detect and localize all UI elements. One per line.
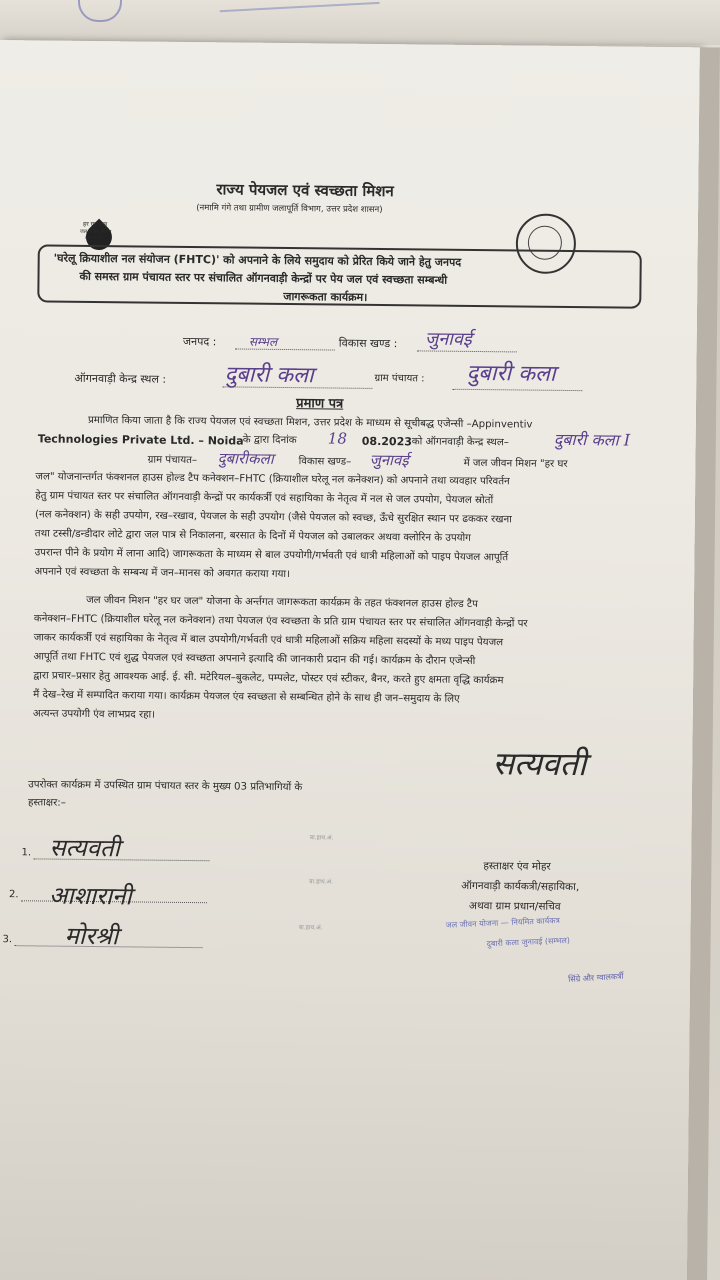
para2-line4: आपूर्ति तथा FHTC एवं शुद्ध पेयजल एवं स्वच्छता अपनाने इत्यादि की जानकारी प्रदान की गई। कार्यक्रम के दौरान एजेन्सी xyxy=(33,651,476,668)
participant-1-signature: सत्यवती xyxy=(49,833,121,863)
para1-centre-label: को ऑगनवाड़ी केन्द्र स्थल– xyxy=(411,436,509,449)
district-label: जनपद : xyxy=(182,334,217,349)
panchayat-value: दुबारी कला xyxy=(466,360,556,387)
panchayat-label: ग्राम पंचायत : xyxy=(374,372,425,385)
officer-signature: सत्यवती xyxy=(492,744,587,784)
certificate-heading: प्रमाण पत्र xyxy=(296,396,344,412)
para1-line7: तथा टस्सी/डन्डीदार लोटे द्वारा जल पात्र से निकालना, बरसात के दिनों में पेयजल को उबालकर अथवा क्लोरिन के उपयोग xyxy=(34,528,472,544)
centre-label: ऑगनवाड़ी केन्द्र स्थल : xyxy=(74,371,167,386)
para1-panchayat-handwritten: दुबारीकला xyxy=(217,449,274,468)
participant-2-thumb-hint: बा.हाथ.अं. xyxy=(309,878,334,886)
para2-line1: जल जीवन मिशन "हर घर जल" योजना के अर्न्तगत जागरूकता कार्यक्रम के तहत फंक्शनल हाउस होल्ड टैप xyxy=(86,594,478,611)
para1-block-label: विकास खण्ड– xyxy=(298,456,352,468)
participant-3-thumb-hint: बा.हाथ.अं. xyxy=(298,924,323,932)
program-line-2: की समस्त ग्राम पंचायत स्तर पर संचालित ऑगनवाड़ी केन्द्रों पर पेय जल एवं स्वच्छता सम्बन्धी xyxy=(79,269,448,287)
document-sheet xyxy=(0,40,700,1280)
para1-line4: जल" योजनान्तर्गत फंक्शनल हाउस होल्ड टैप कनेक्शन–FHTC (क्रियाशील घरेलू नल कनेक्शन) को अपनाने तथा व्यवहार परिवर्तन xyxy=(35,471,510,488)
program-line-1: 'घरेलू क्रियाशील नल संयोजन (FHTC)' को अपनाने के लिये समुदाय को प्रेरित किये जाने हेतु जनपद xyxy=(53,251,462,269)
district-value: सम्भल xyxy=(248,334,278,349)
para1-line8: उपरान्त पीने के प्रयोग में लाना आदि) जागरूकता के माध्यम से बाल उपयोगी/गर्भवती एवं धात्री महिलाओं को पाइप पेयजल आपूर्ति xyxy=(34,547,509,564)
page-subtitle: (नमामि गंगे तथा ग्रामीण जलापूर्ति विभाग, उत्तर प्रदेश शासन) xyxy=(196,203,383,216)
participant-1-number: 1. xyxy=(21,847,32,859)
participant-3-number: 3. xyxy=(2,934,13,946)
background-paper xyxy=(0,0,720,45)
officer-role-line1: ऑगनवाड़ी कार्यकत्री/सहायिका, xyxy=(461,879,580,894)
page-title: राज्य पेयजल एवं स्वच्छता मिशन xyxy=(216,180,394,201)
logo-caption-1: हर घर जल xyxy=(83,220,108,229)
para1-by-date: के द्वारा दिनांक xyxy=(242,434,297,447)
para2-line2: कनेक्शन–FHTC (क्रियाशील घरेलू नल कनेक्शन) तथा पेयजल एंव स्वच्छता के प्रति ग्राम पंचायत स्तर पर संचालित ऑगनवाड़ी केन्द्रों पर xyxy=(33,613,528,630)
block-label: विकास खण्ड : xyxy=(338,336,398,351)
agency-name: Technologies Private Ltd. – Noida xyxy=(37,432,244,448)
participant-2-number: 2. xyxy=(8,889,19,901)
officer-sign-label: हस्ताक्षर एंव मोहर xyxy=(483,860,551,873)
program-line-3: जागरूकता कार्यक्रम। xyxy=(283,289,368,304)
logo-caption-2: जल जीवन मिशन xyxy=(79,228,112,236)
background-ink-mark xyxy=(220,2,381,26)
participant-3-signature: मोरश्री xyxy=(64,921,119,951)
background-stamp-mark xyxy=(78,0,122,22)
para1-panchayat-label: ग्राम पंचायत– xyxy=(147,454,198,467)
officer-stamp-line1: जल जीवन योजना — नियमित कार्यकत्र xyxy=(445,915,561,930)
logo-caption-3: उत्तर प्रदेश xyxy=(84,235,102,242)
para1-line5: हेतु ग्राम पंचायत स्तर पर संचालित ऑगनवाड़ी केन्द्रों पर कार्यकर्त्री एवं सहायिका के नेतृत्व में नल से जल उपयोग, पेयजल स्रोतों xyxy=(35,490,494,507)
para1-line6: (नल कनेक्शन) के सही उपयोग, रख–रखाव, पेयजल के सही उपयोग (जैसे पेयजल को स्वच्छ, ऊँचे सुरक्षित स्थान पर ढककर रखना xyxy=(34,509,512,526)
participants-intro-line1: उपरोक्त कार्यक्रम में उपस्थित ग्राम पंचायत स्तर के मुख्य 03 प्रतिभागियों के xyxy=(28,779,303,794)
officer-stamp-line3: सिंग्रे और ग्वालकर्त्री xyxy=(567,971,624,984)
para1-line9: अपनाने एवं स्वच्छता के सम्बन्ध में जन–मानस को अवगत कराया गया। xyxy=(34,566,291,581)
para2-line6: मैं देख–रेख में सम्पादित कराया गया। कार्यक्रम पेयजल एंव स्वच्छता से सम्बन्धित होने के साथ ही जन–समुदाय के लिए xyxy=(33,689,460,705)
para1-line1: प्रमाणित किया जाता है कि राज्य पेयजल एवं स्वच्छता मिशन, उत्तर प्रदेश के माध्यम से सूचीबद्ध एजेन्सी –Appinventiv xyxy=(87,414,533,431)
officer-stamp-line2: दुबारी कला जुनावई (सम्भल) xyxy=(486,935,571,949)
para2-line3: जाकर कार्यकर्त्री एवं सहायिका के नेतृत्व में बाल उपयोगी/गर्भवती एवं धात्री महिलाओं सक्रिय महिला सदस्यों के मध्य पाइप पेयजल xyxy=(33,632,504,649)
officer-role-line2: अथवा ग्राम प्रधान/सचिव xyxy=(468,899,561,913)
para1-centre-handwritten: दुबारी कला I xyxy=(553,429,631,450)
centre-value: दुबारी कला xyxy=(224,362,314,389)
para2-line7: अत्यन्त उपयोगी एंव लाभप्रद रहा। xyxy=(32,708,156,721)
date-printed: 08.2023 xyxy=(361,434,412,449)
para1-block-handwritten: जुनावई xyxy=(369,450,409,470)
para1-line3-end: में जल जीवन मिशन "हर घर xyxy=(463,457,568,470)
participants-intro-line2: हस्ताक्षर:– xyxy=(27,797,66,809)
para2-line5: द्वारा प्रचार–प्रसार हेतु आवश्यक आई. ई. सी. मटेरियल–बुकलेट, पम्पलेट, पोस्टर एवं स्टीकर, बैनर, करते हुए क्षमता वृद्धि कार्यक्रम xyxy=(33,670,504,687)
participant-1-thumb-hint: बा.हाथ.अं. xyxy=(309,834,334,842)
date-day-handwritten: 18 xyxy=(327,429,348,448)
participant-2-signature: आशारानी xyxy=(48,881,132,911)
block-value: जुनावई xyxy=(424,328,472,350)
